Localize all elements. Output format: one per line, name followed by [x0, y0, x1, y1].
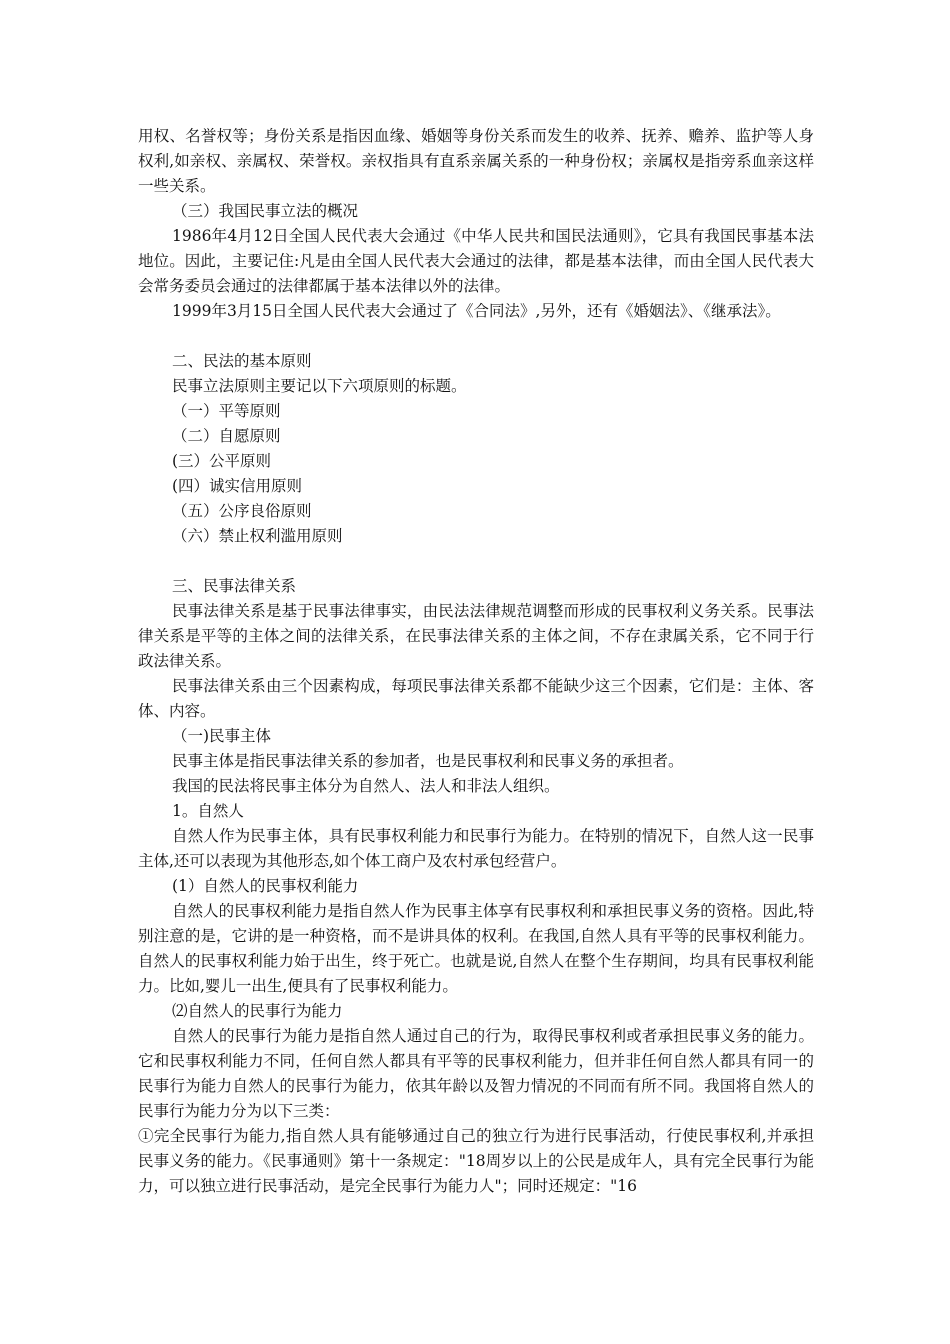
section-heading: (三）公平原则	[172, 452, 272, 470]
section-heading: （三）我国民事立法的概况	[172, 202, 359, 220]
paragraph: 我国的民法将民事主体分为自然人、法人和非法人组织。	[172, 777, 560, 795]
paragraph: 1999年3月15日全国人民代表大会通过了《合同法》,另外，还有《婚姻法》、《继承法》。	[172, 302, 781, 320]
section-heading: （五）公序良俗原则	[172, 502, 312, 520]
paragraph: 民事立法原则主要记以下六项原则的标题。	[172, 377, 467, 395]
section-heading: 二、民法的基本原则	[172, 352, 312, 370]
section-heading: (四）诚实信用原则	[172, 477, 303, 495]
paragraph: 用权、名誉权等；身份关系是指因血缘、婚姻等身份关系而发生的收养、抚养、赡养、监护等人身权利,如亲权、亲属权、荣誉权。亲权指具有直系亲属关系的一种身份权；亲属权是指旁系血亲这样一些关系。	[138, 127, 814, 195]
paragraph: 1986年4月12日全国人民代表大会通过《中华人民共和国民法通则》，它具有我国民事基本法地位。因此，主要记住:凡是由全国人民代表大会通过的法律，都是基本法律，而由全国人民代表大会常务委员会通过的法律都属于基本法律以外的法律。	[138, 227, 814, 295]
section-heading: （一)民事主体	[172, 727, 272, 745]
section-heading: (1）自然人的民事权利能力	[172, 877, 359, 895]
document-page	[138, 124, 814, 1199]
section-heading: （一）平等原则	[172, 402, 281, 420]
paragraph: 自然人的民事行为能力是指自然人通过自己的行为，取得民事权利或者承担民事义务的能力。它和民事权利能力不同，任何自然人都具有平等的民事权利能力，但并非任何自然人都具有同一的民事行为能力自然人的民事行为能力，依其年龄以及智力情况的不同而有所不同。我国将自然人的民事行为能力分为以下三类：	[138, 1027, 814, 1120]
section-heading: （二）自愿原则	[172, 427, 281, 445]
section-heading: 1。自然人	[172, 802, 244, 820]
paragraph: 民事法律关系是基于民事法律事实，由民法法律规范调整而形成的民事权利义务关系。民事法律关系是平等的主体之间的法律关系，在民事法律关系的主体之间，不存在隶属关系，它不同于行政法律关系。	[138, 602, 814, 670]
paragraph: 自然人的民事权利能力是指自然人作为民事主体享有民事权利和承担民事义务的资格。因此,特别注意的是，它讲的是一种资格，而不是讲具体的权利。在我国,自然人具有平等的民事权利能力。自然人的民事权利能力始于出生，终于死亡。也就是说,自然人在整个生存期间，均具有民事权利能力。比如,婴儿一出生,便具有了民事权利能力。	[138, 902, 814, 995]
section-heading: 三、民事法律关系	[172, 577, 297, 595]
paragraph: 自然人作为民事主体，具有民事权利能力和民事行为能力。在特别的情况下，自然人这一民事主体,还可以表现为其他形态,如个体工商户及农村承包经营户。	[138, 827, 814, 870]
blank-line	[138, 324, 814, 349]
paragraph: 民事法律关系由三个因素构成，每项民事法律关系都不能缺少这三个因素，它们是：主体、客体、内容。	[138, 677, 814, 720]
blank-line	[138, 549, 814, 574]
paragraph: ①完全民事行为能力,指自然人具有能够通过自己的独立行为进行民事活动，行使民事权利,并承担民事义务的能力。《民事通则》第十一条规定："18周岁以上的公民是成年人，具有完全民事行为能力，可以独立进行民事活动，是完全民事行为能力人"；同时还规定："16	[138, 1127, 814, 1195]
paragraph: 民事主体是指民事法律关系的参加者，也是民事权利和民事义务的承担者。	[172, 752, 684, 770]
section-heading: （六）禁止权利滥用原则	[172, 527, 343, 545]
section-heading: ⑵自然人的民事行为能力	[172, 1002, 343, 1020]
